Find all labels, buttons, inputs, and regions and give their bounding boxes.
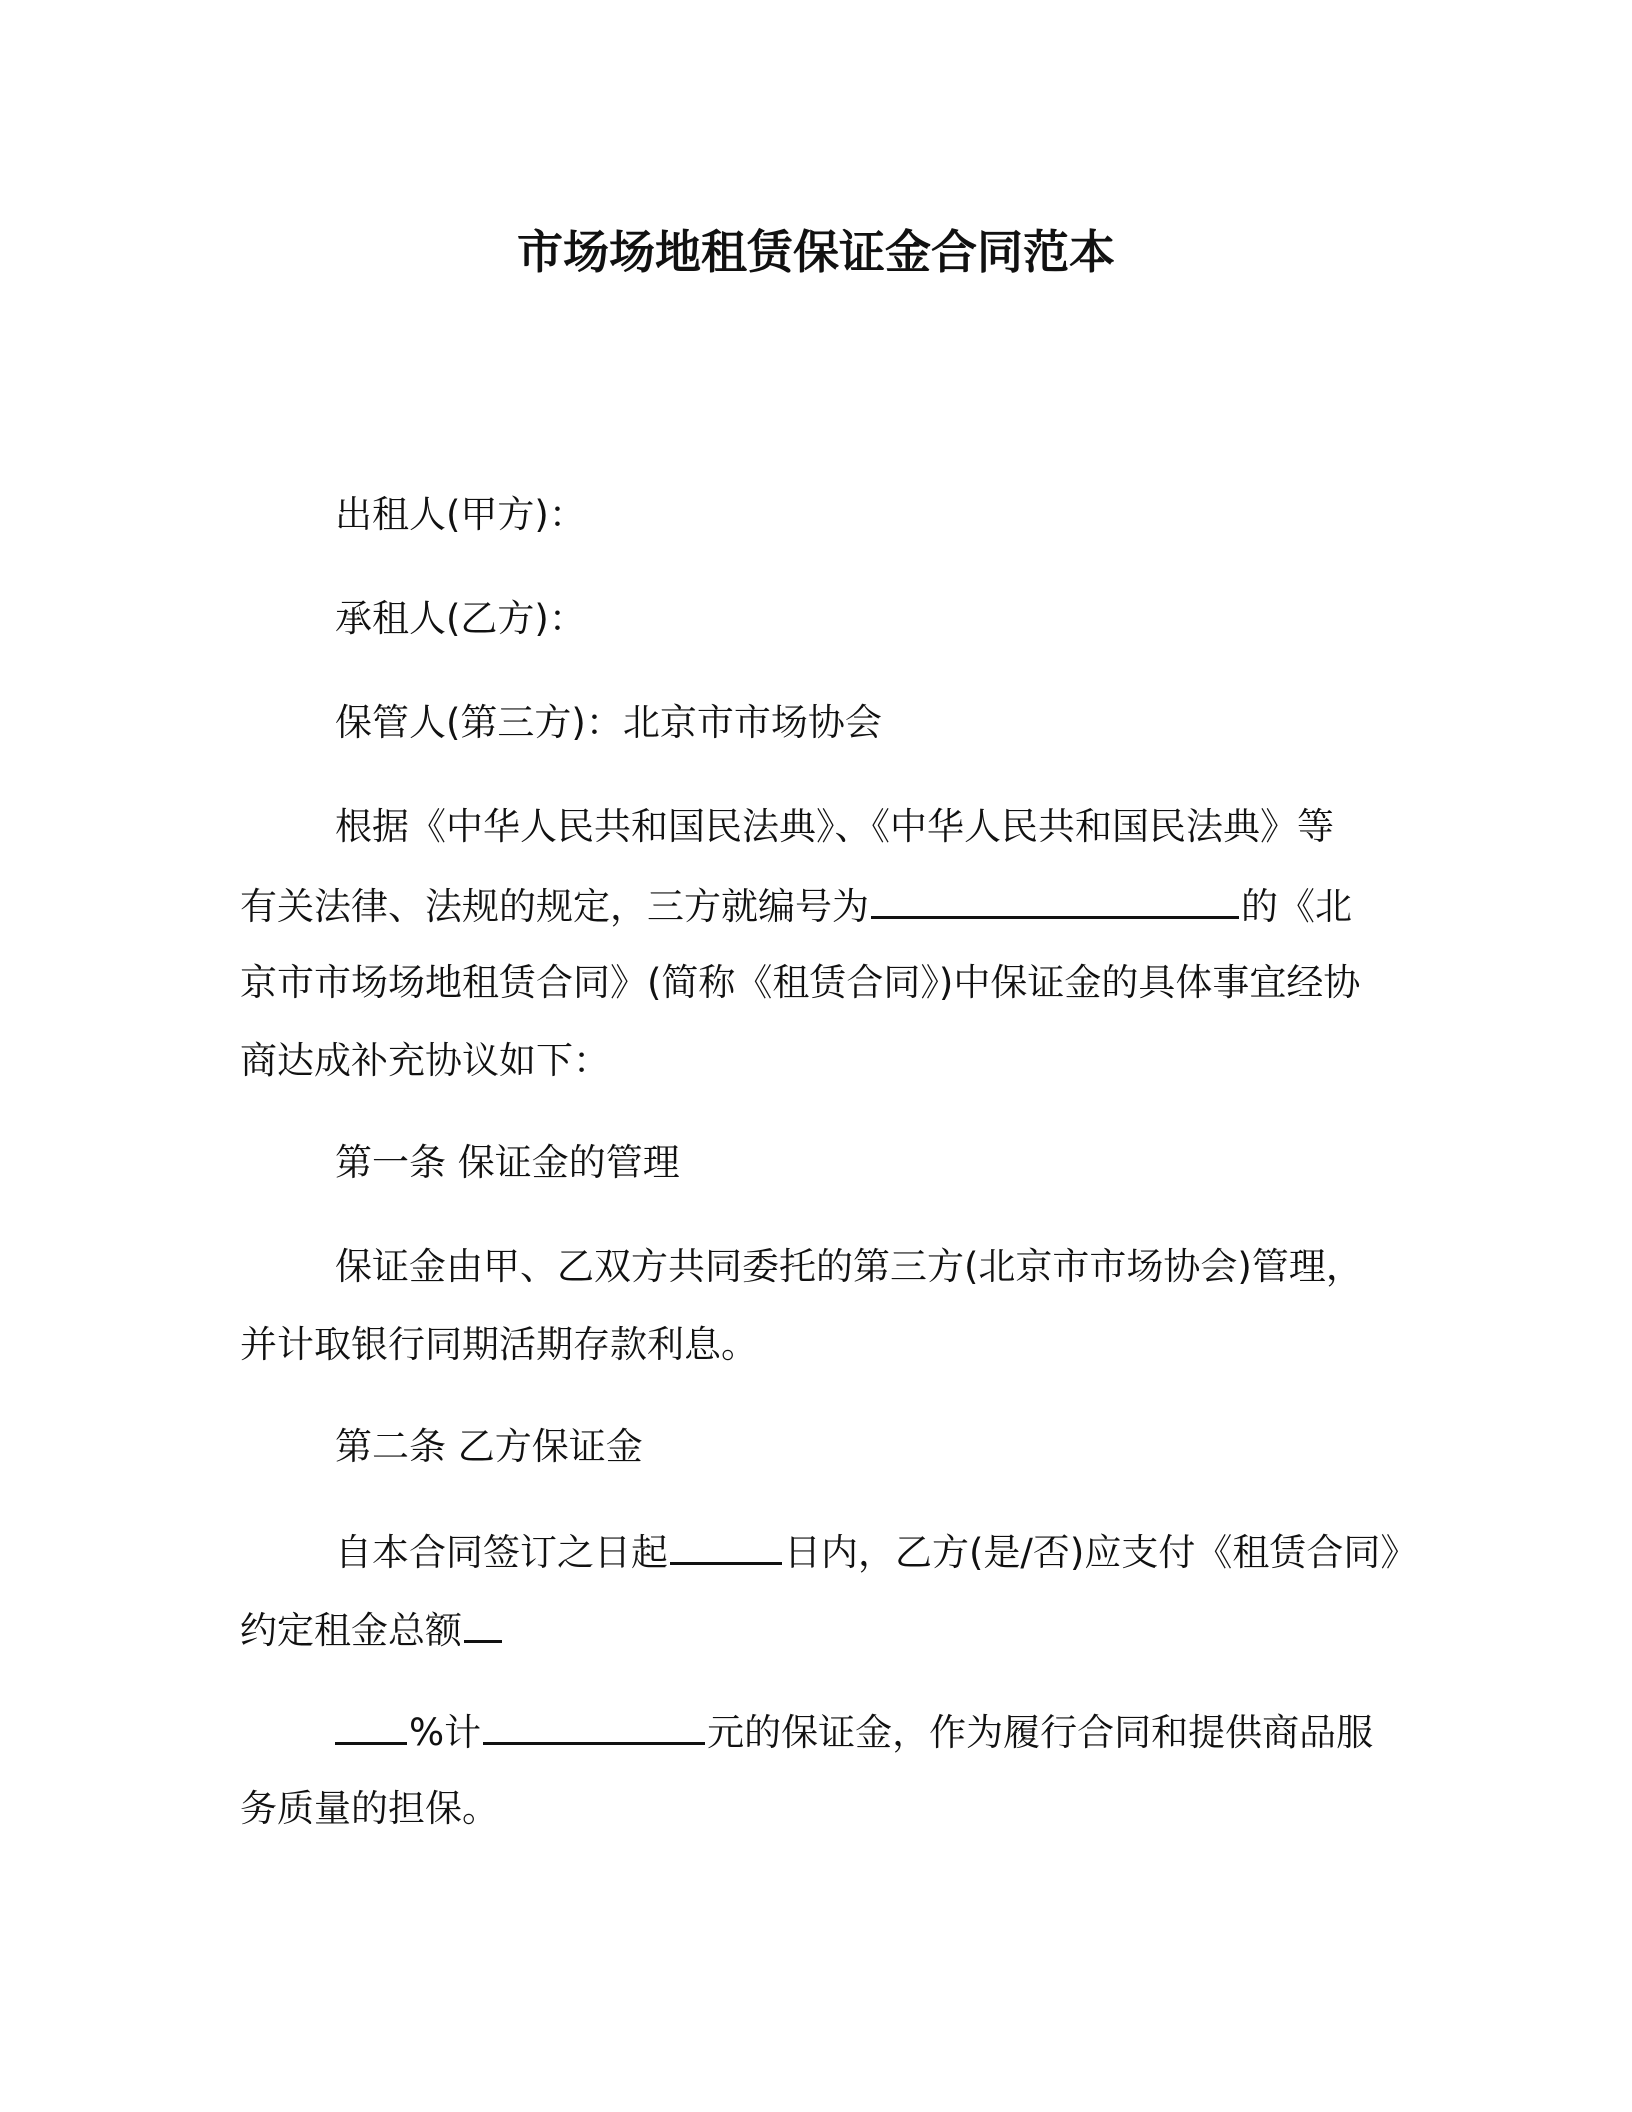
preamble-line-2-text-after: 的《北 [1241, 885, 1352, 928]
article-1-line-1: 保证金由甲、乙双方共同委托的第三方(北京市市场协会)管理， [335, 1245, 1363, 1288]
custodian-line: 保管人(第三方)：北京市市场协会 [335, 701, 882, 744]
article-1-line-2: 并计取银行同期活期存款利息。 [240, 1323, 758, 1366]
days-blank[interactable] [670, 1526, 782, 1565]
preamble-line-1: 根据《中华人民共和国民法典》、《中华人民共和国民法典》等 [335, 805, 1334, 848]
article-2-line-3 [335, 1706, 1373, 1758]
article-2-line-1-text-before: 自本合同签订之日起 [335, 1531, 668, 1574]
rent-total-blank[interactable] [464, 1604, 502, 1643]
percent-blank[interactable] [335, 1706, 407, 1745]
preamble-line-2-text-before: 有关法律、法规的规定，三方就编号为 [240, 885, 869, 928]
contract-number-blank[interactable] [871, 880, 1239, 919]
article-2-line-1 [335, 1526, 1417, 1578]
article-1-heading: 第一条 保证金的管理 [335, 1141, 680, 1184]
article-2-line-2-text: 约定租金总额 [240, 1609, 462, 1652]
document-title: 市场场地租赁保证金合同范本 [517, 225, 1115, 279]
article-2-heading: 第二条 乙方保证金 [335, 1425, 643, 1468]
article-2-line-2 [240, 1604, 504, 1656]
article-2-line-3-text-mid: %计 [409, 1711, 482, 1754]
preamble-line-3: 京市市场场地租赁合同》(简称《租赁合同》)中保证金的具体事宜经协 [240, 961, 1361, 1004]
preamble-line-4: 商达成补充协议如下： [240, 1039, 610, 1082]
article-2-line-3-text-after: 元的保证金，作为履行合同和提供商品服 [707, 1711, 1374, 1754]
article-2-line-4: 务质量的担保。 [240, 1787, 499, 1830]
lessee-line: 承租人(乙方)： [335, 597, 586, 640]
preamble-line-2 [240, 880, 1352, 932]
article-2-line-1-text-after: 日内，乙方(是/否)应支付《租赁合同》 [784, 1531, 1418, 1574]
amount-blank[interactable] [483, 1706, 705, 1745]
lessor-line: 出租人(甲方)： [335, 493, 586, 536]
